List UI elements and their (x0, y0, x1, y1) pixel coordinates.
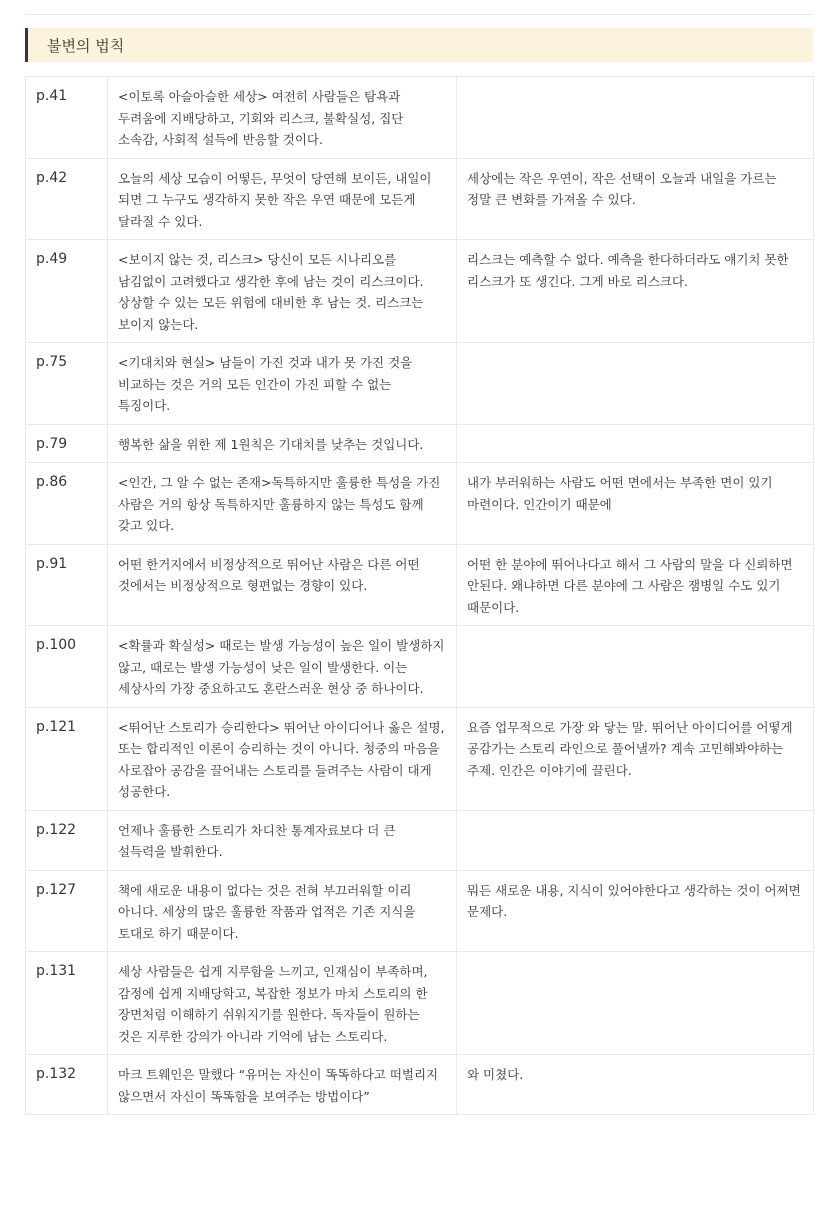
table-row (26, 158, 814, 240)
reading-notes-table (25, 76, 814, 1115)
table-row (26, 870, 814, 952)
table-row (26, 424, 814, 463)
comment-cell[interactable] (457, 77, 814, 159)
comment-cell[interactable] (457, 810, 814, 870)
page-number-cell[interactable]: p.121 (26, 707, 108, 810)
comment-cell[interactable]: 요즘 업무적으로 가장 와 닿는 말. 뛰어난 아이디어를 어떻게 공감가는 스토리 라인으로 풀어낼까? 계속 고민해봐야하는 주제. 인간은 이야기에 끌린다. (457, 707, 814, 810)
quote-cell[interactable]: 마크 트웨인은 말했다 “유머는 자신이 똑똑하다고 떠벌리지 않으면서 자신이 똑똑함을 보여주는 방법이다” (108, 1055, 457, 1115)
quote-cell[interactable]: 세상 사람들은 쉽게 지루함을 느끼고, 인재심이 부족하며, 감정에 쉽게 지배당학고, 복잡한 정보가 마치 스토리의 한 장면처럼 이해하기 쉬워지기를 원한다. 독자들이 원하는 것은 지루한 강의가 아니라 기억에 남는 스토리다. (108, 952, 457, 1055)
quote-cell[interactable]: <확률과 확실성> 때로는 발생 가능성이 높은 일이 발생하지 않고, 때로는 발생 가능성이 낮은 일이 발생한다. 이는 세상사의 가장 중요하고도 혼란스러운 현상 중 하나이다. (108, 626, 457, 708)
top-divider (25, 14, 813, 15)
table-row (26, 952, 814, 1055)
comment-cell[interactable]: 어떤 한 분야에 뛰어나다고 해서 그 사람의 말을 다 신뢰하면 안된다. 왜냐하면 다른 분야에 그 사람은 잼병일 수도 있기 때문이다. (457, 544, 814, 626)
quote-cell[interactable]: 책에 새로운 내용이 없다는 것은 전혀 부끄러워할 이리 아니다. 세상의 많은 훌륭한 작품과 업적은 기존 지식을 토대로 하기 때문이다. (108, 870, 457, 952)
comment-cell[interactable] (457, 952, 814, 1055)
quote-cell[interactable]: 언제나 훌륭한 스토리가 차디찬 통계자료보다 더 큰 설득력을 발휘한다. (108, 810, 457, 870)
page-number-cell[interactable]: p.122 (26, 810, 108, 870)
quote-cell[interactable]: 어떤 한거지에서 비정상적으로 뛰어난 사람은 다른 어떤 것에서는 비정상적으로 형편없는 경향이 있다. (108, 544, 457, 626)
quote-cell[interactable]: 행복한 삶을 위한 제 1원칙은 기대치를 낮추는 것입니다. (108, 424, 457, 463)
quote-cell[interactable]: <보이지 않는 것, 리스크> 당신이 모든 시나리오를 남김없이 고려했다고 생각한 후에 남는 것이 리스크이다. 상상할 수 있는 모든 위험에 대비한 후 남는 것. 리스크는 보이지 않는다. (108, 240, 457, 343)
quote-cell[interactable]: <기대치와 현실> 남들이 가진 것과 내가 못 가진 것을 비교하는 것은 거의 모든 인간이 가진 피할 수 없는 특징이다. (108, 343, 457, 425)
page-number-cell[interactable]: p.42 (26, 158, 108, 240)
comment-cell[interactable]: 리스크는 예측할 수 없다. 예측을 한다하더라도 얘기치 못한 리스크가 또 생긴다. 그게 바로 리스크다. (457, 240, 814, 343)
table-row (26, 544, 814, 626)
table-row (26, 626, 814, 708)
table-row (26, 810, 814, 870)
page-number-cell[interactable]: p.41 (26, 77, 108, 159)
comment-cell[interactable]: 와 미쳤다. (457, 1055, 814, 1115)
page-number-cell[interactable]: p.49 (26, 240, 108, 343)
quote-cell[interactable]: <이토록 아슬아슬한 세상> 여전히 사람들은 탐욕과 두려움에 지배당하고, 기회와 리스크, 불확실성, 집단 소속감, 사회적 설득에 반응할 것이다. (108, 77, 457, 159)
comment-cell[interactable] (457, 626, 814, 708)
table-row (26, 240, 814, 343)
quote-cell[interactable]: <인간, 그 알 수 없는 존재>독특하지만 훌륭한 특성을 가진 사람은 거의 항상 독특하지만 훌륭하지 않는 특성도 함께 갖고 있다. (108, 463, 457, 545)
comment-cell[interactable] (457, 424, 814, 463)
table-row (26, 1055, 814, 1115)
comment-cell[interactable]: 내가 부러워하는 사람도 어떤 면에서는 부족한 면이 있기 마련이다. 인간이기 때문에 (457, 463, 814, 545)
quote-cell[interactable]: <뛰어난 스토리가 승리한다> 뛰어난 아이디어나 옳은 설명, 또는 합리적인 이론이 승리하는 것이 아니다. 청중의 마음을 사로잡아 공감을 끌어내는 스토리를 들려주는 사람이 대게 성공한다. (108, 707, 457, 810)
table-row (26, 77, 814, 159)
comment-cell[interactable] (457, 343, 814, 425)
table-row (26, 343, 814, 425)
page-number-cell[interactable]: p.127 (26, 870, 108, 952)
page-number-cell[interactable]: p.132 (26, 1055, 108, 1115)
section-heading: 불변의 법칙 (47, 36, 125, 55)
comment-cell[interactable]: 뭐든 새로운 내용, 지식이 있어야한다고 생각하는 것이 어쩌면 문제다. (457, 870, 814, 952)
page-number-cell[interactable]: p.91 (26, 544, 108, 626)
table-row (26, 463, 814, 545)
page-number-cell[interactable]: p.100 (26, 626, 108, 708)
section-callout (25, 28, 813, 62)
comment-cell[interactable]: 세상에는 작은 우연이, 작은 선택이 오늘과 내일을 가르는 정말 큰 변화를 가져올 수 있다. (457, 158, 814, 240)
page-number-cell[interactable]: p.75 (26, 343, 108, 425)
page-number-cell[interactable]: p.79 (26, 424, 108, 463)
quote-cell[interactable]: 오늘의 세상 모습이 어떻든, 무엇이 당연해 보이든, 내일이 되면 그 누구도 생각하지 못한 작은 우연 때문에 모든게 달라질 수 있다. (108, 158, 457, 240)
page-number-cell[interactable]: p.86 (26, 463, 108, 545)
page-number-cell[interactable]: p.131 (26, 952, 108, 1055)
table-row (26, 707, 814, 810)
